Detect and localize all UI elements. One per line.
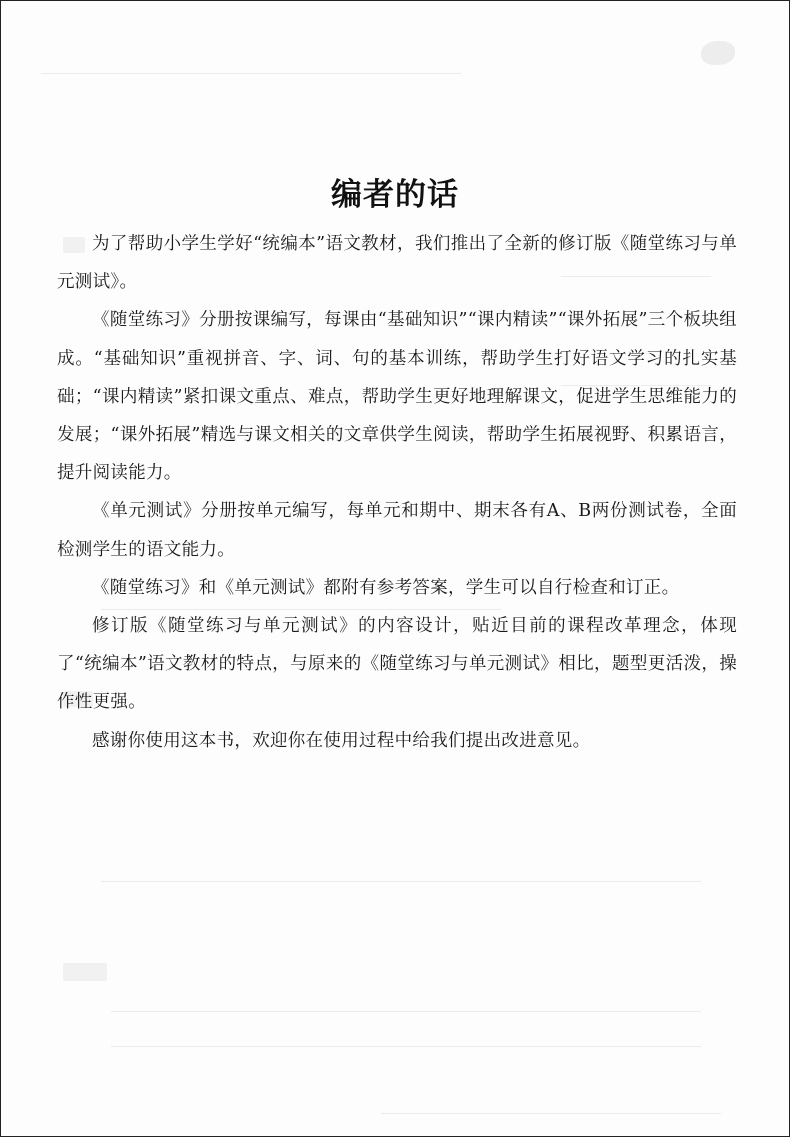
show-through-line xyxy=(101,881,701,882)
show-through-line xyxy=(41,73,461,74)
paragraph: 《随堂练习》和《单元测试》都附有参考答案，学生可以自行检查和订正。 xyxy=(92,577,680,598)
show-through-mark xyxy=(701,41,735,65)
page-title: 编者的话 xyxy=(331,176,459,213)
paragraph: 《单元测试》分册按单元编写，每单元和期中、期末各有A、B两份测试卷，全面检测学生的语文能力。 xyxy=(57,501,737,560)
show-through-line xyxy=(111,1046,701,1047)
show-through-line xyxy=(111,1011,701,1012)
paragraph: 修订版《随堂练习与单元测试》的内容设计，贴近目前的课程改革理念，体现了“统编本”语文教材的特点，与原来的《随堂练习与单元测试》相比，题型更活泼，操作性更强。 xyxy=(57,616,737,713)
show-through-line xyxy=(381,1113,721,1114)
preface-body xyxy=(57,225,737,760)
paragraph: 感谢你使用这本书，欢迎你在使用过程中给我们提出改进意见。 xyxy=(92,730,591,751)
paragraph: 《随堂练习》分册按课编写，每课由“基础知识”“课内精读”“课外拓展”三个板块组成。“基础知识”重视拼音、字、词、句的基本训练，帮助学生打好语文学习的扎实基础；“课内精读”紧扣课文重点、难点，帮助学生更好地理解课文，促进学生思维能力的发展；“课外拓展”精选与课文相关的文章供学生阅读，帮助学生拓展视野、积累语言，提升阅读能力。 xyxy=(57,310,737,484)
paragraph: 为了帮助小学生学好“统编本”语文教材，我们推出了全新的修订版《随堂练习与单元测试》。 xyxy=(57,234,737,293)
show-through-mark xyxy=(63,963,107,981)
